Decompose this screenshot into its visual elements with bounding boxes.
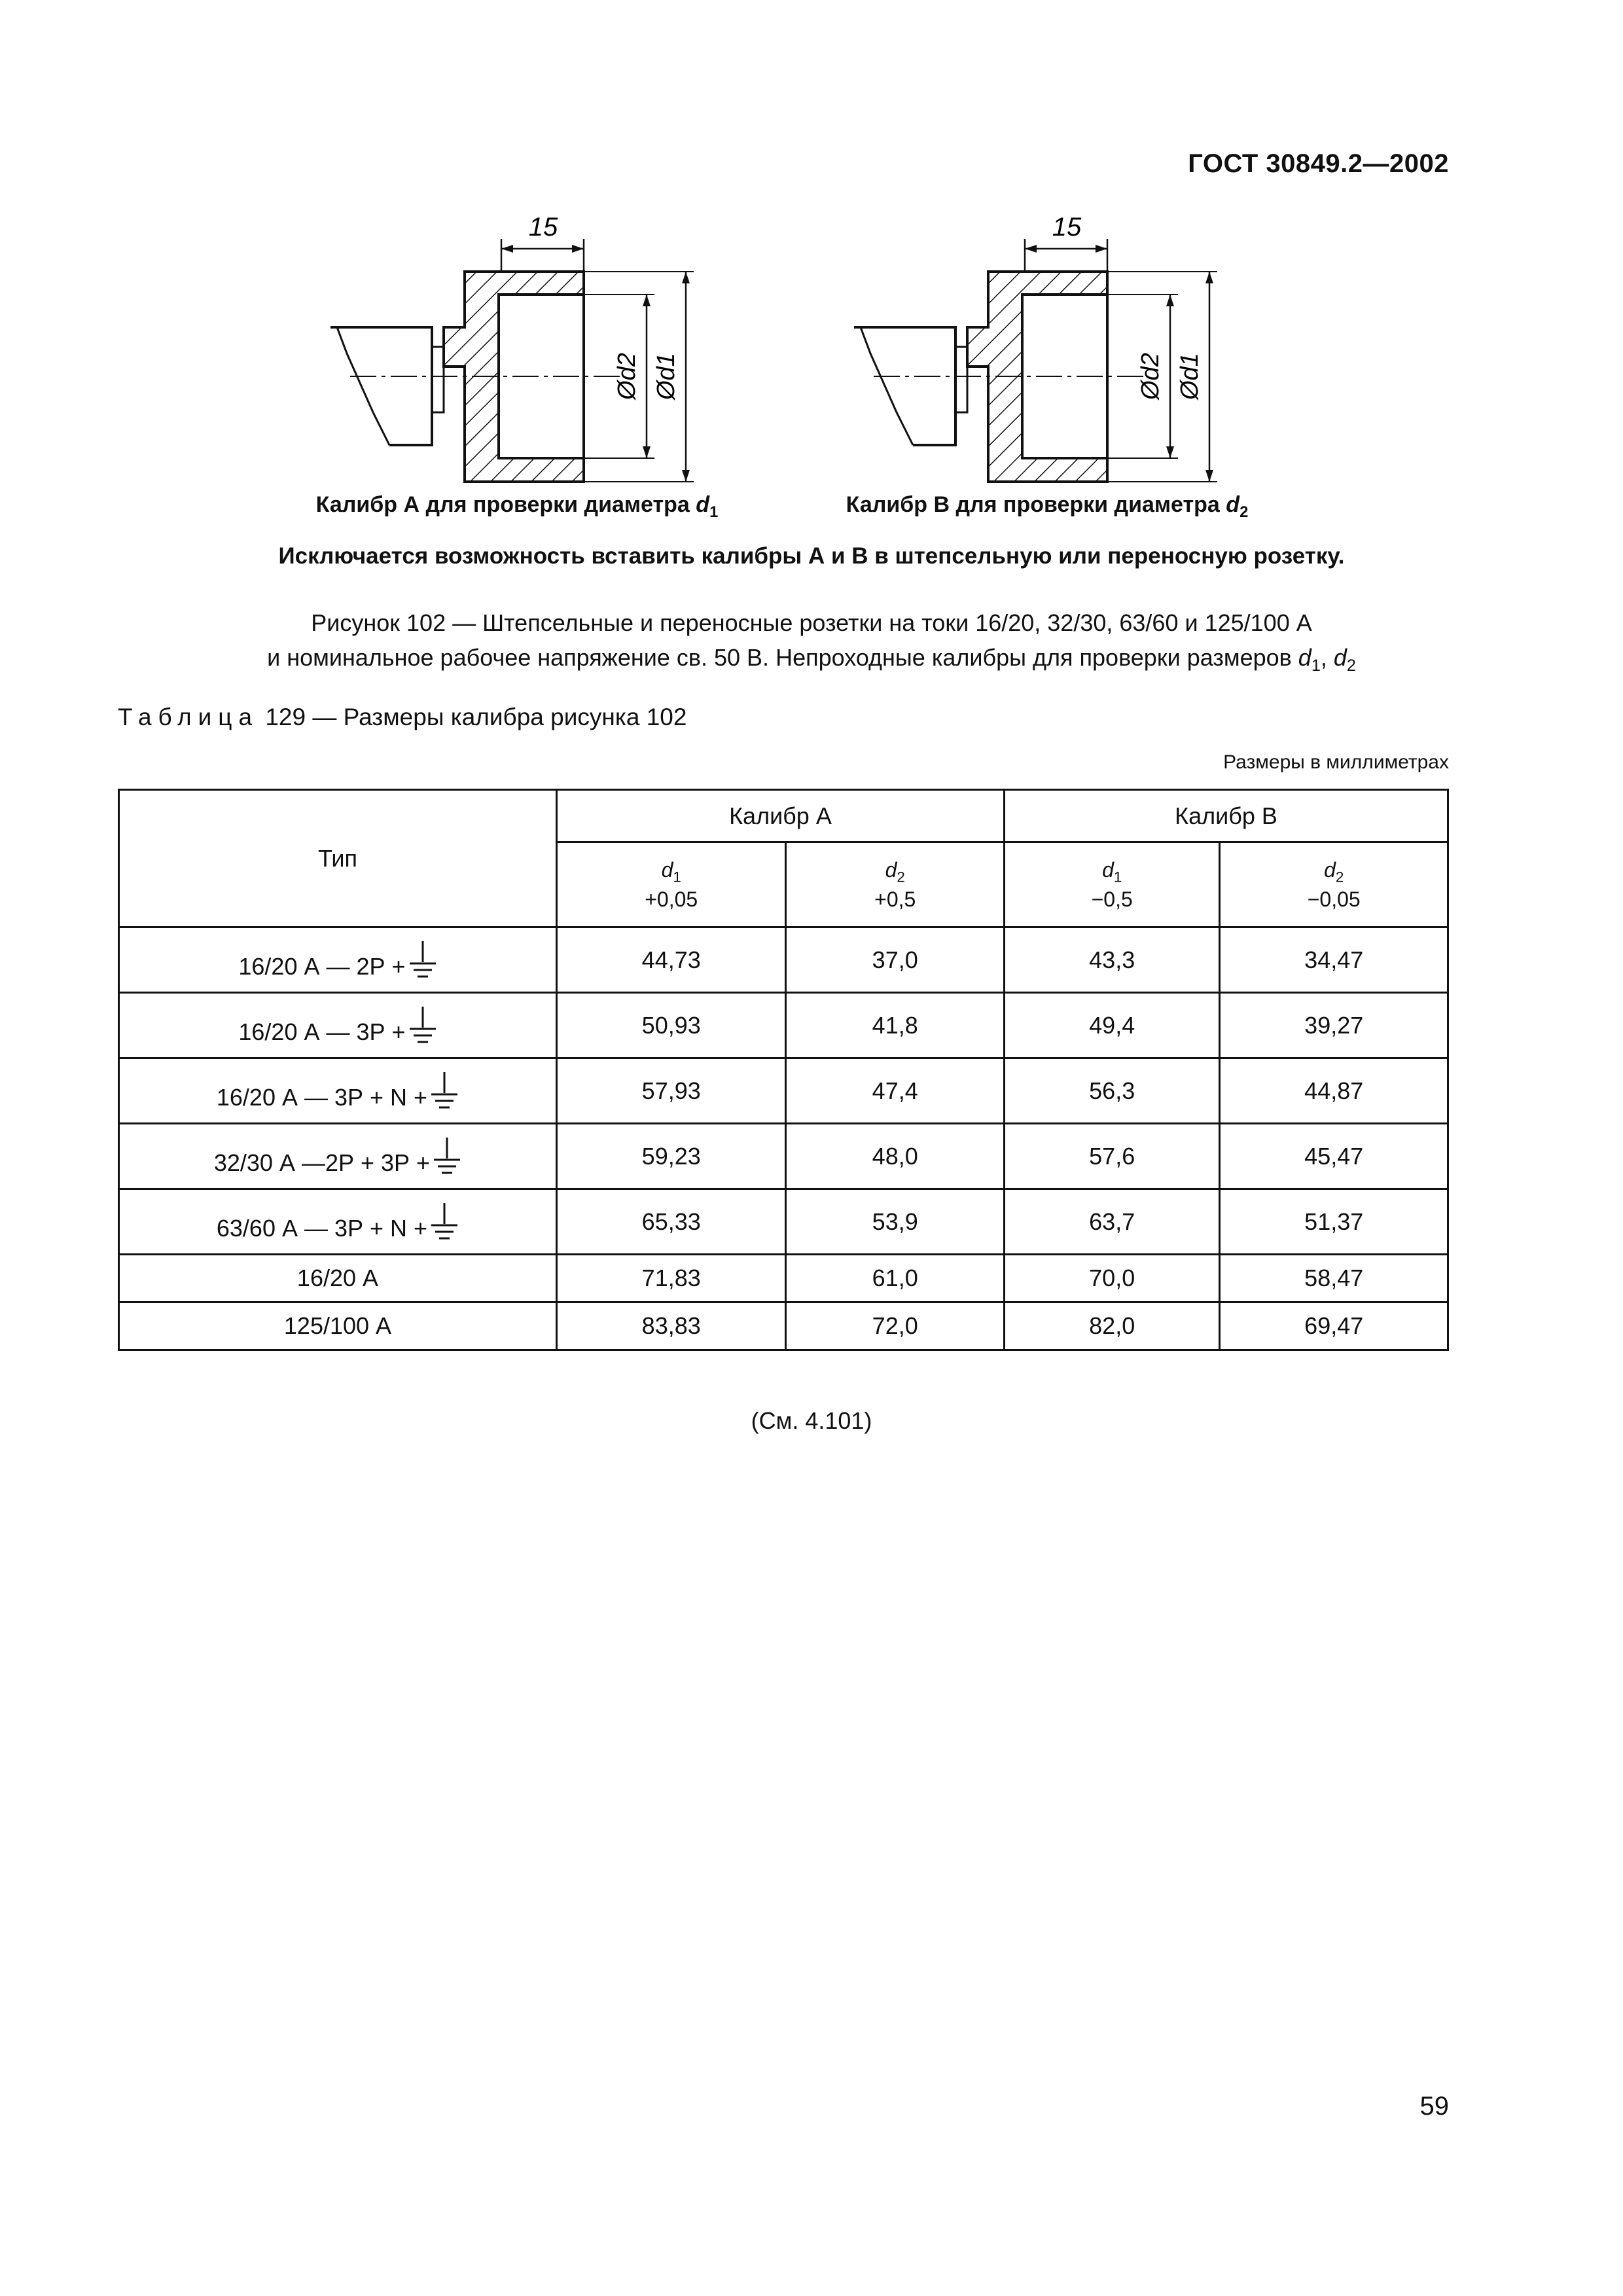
type-cell xyxy=(119,927,557,993)
cell-b-d2: 39,27 xyxy=(1220,993,1448,1058)
figure-note: Исключается возможность вставить калибры А и В в штепсельную или переносную розетку. xyxy=(278,543,1345,569)
cell-a-d1: 44,73 xyxy=(556,927,786,993)
cell-a-d2: 37,0 xyxy=(786,927,1004,993)
subcol-a-d1 xyxy=(556,842,786,927)
cell-b-d1: 49,4 xyxy=(1004,993,1220,1058)
cell-a-d1: 65,33 xyxy=(556,1189,786,1255)
cell-b-d2: 51,37 xyxy=(1220,1189,1448,1255)
figure-title-var1: d xyxy=(1298,644,1311,671)
type-cell: 16/20 А xyxy=(119,1255,557,1302)
figure-title-line1: Рисунок 102 — Штепсельные и переносные розетки на токи 16/20, 32/30, 63/60 и 125/100 А xyxy=(311,609,1312,636)
type-cell xyxy=(119,1124,557,1189)
gauge-a-caption-var: d xyxy=(696,492,710,517)
figure-title-sep: , xyxy=(1320,644,1334,671)
subcol-a-d2 xyxy=(786,842,1004,927)
type-cell xyxy=(119,1058,557,1124)
table-row xyxy=(119,1302,1448,1350)
gauge-a-width-dim: 15 xyxy=(528,213,558,242)
gauge-a-drawing xyxy=(327,196,720,491)
figure-title-var2: d xyxy=(1333,644,1347,671)
figure-title-sub1: 1 xyxy=(1311,656,1321,675)
type-label: 63/60 А — 3Р + N + xyxy=(216,1214,428,1242)
cell-a-d2: 48,0 xyxy=(786,1124,1004,1189)
cell-a-d1: 83,83 xyxy=(556,1302,786,1350)
cell-a-d2: 47,4 xyxy=(786,1058,1004,1124)
gauge-b-width-dim: 15 xyxy=(1052,213,1082,242)
cell-b-d1: 57,6 xyxy=(1004,1124,1220,1189)
type-label: 16/20 А — 3Р + N + xyxy=(216,1083,428,1111)
type-label: 16/20 А — 3Р + xyxy=(238,1018,406,1045)
cell-a-d1: 59,23 xyxy=(556,1124,786,1189)
ground-symbol-icon xyxy=(433,1136,461,1177)
table-header-row xyxy=(119,790,1448,842)
page-number: 59 xyxy=(1419,2092,1449,2121)
subcol-b-d2 xyxy=(1220,842,1448,927)
table-title-text: 129 — Размеры калибра рисунка 102 xyxy=(259,704,687,730)
gauge-a-inner-dim: Ød2 xyxy=(613,353,641,400)
cell-a-d2: 41,8 xyxy=(786,993,1004,1058)
footnote-reference: (См. 4.101) xyxy=(751,1407,872,1434)
cell-b-d1: 63,7 xyxy=(1004,1189,1220,1255)
cell-a-d1: 57,93 xyxy=(556,1058,786,1124)
cell-a-d2: 61,0 xyxy=(786,1255,1004,1302)
document-header: ГОСТ 30849.2—2002 xyxy=(1188,149,1449,178)
table-row xyxy=(119,993,1448,1058)
cell-b-d1: 70,0 xyxy=(1004,1255,1220,1302)
cell-b-d1: 43,3 xyxy=(1004,927,1220,993)
gauge-b-caption-sub: 2 xyxy=(1240,503,1249,521)
subcol-sub: 2 xyxy=(897,869,905,886)
subcol-sub: 1 xyxy=(673,869,681,886)
ground-symbol-icon xyxy=(430,1202,459,1242)
type-label: 32/30 А —2Р + 3Р + xyxy=(213,1149,431,1176)
subcol-tolerance: −0,5 xyxy=(1091,888,1133,912)
cell-b-d2: 58,47 xyxy=(1220,1255,1448,1302)
table-units: Размеры в миллиметрах xyxy=(1223,751,1449,773)
subcol-var: d xyxy=(885,857,897,882)
gauge-b-outer-dim: Ød1 xyxy=(1176,353,1204,400)
gauge-b-drawing xyxy=(851,196,1243,491)
cell-b-d2: 45,47 xyxy=(1220,1124,1448,1189)
cell-b-d1: 82,0 xyxy=(1004,1302,1220,1350)
cell-a-d2: 53,9 xyxy=(786,1189,1004,1255)
gauge-b-inner-dim: Ød2 xyxy=(1137,353,1164,400)
subcol-tolerance: +0,05 xyxy=(645,888,698,912)
type-label: 16/20 А — 2Р + xyxy=(238,952,406,980)
table-title xyxy=(118,704,687,731)
table-row xyxy=(119,1124,1448,1189)
cell-b-d2: 69,47 xyxy=(1220,1302,1448,1350)
gauge-a-caption-text: Калибр А для проверки диаметра xyxy=(315,492,696,517)
cell-a-d2: 72,0 xyxy=(786,1302,1004,1350)
table-row xyxy=(119,927,1448,993)
cell-b-d1: 56,3 xyxy=(1004,1058,1220,1124)
subcol-sub: 1 xyxy=(1113,869,1122,886)
figure-title-line2 xyxy=(0,640,1623,683)
gauge-a-caption-sub: 1 xyxy=(709,503,719,521)
figure-title-line2-text: и номинальное рабочее напряжение св. 50 В. Непроходные калибры для проверки размеров xyxy=(267,644,1298,671)
table-row xyxy=(119,1255,1448,1302)
subcol-sub: 2 xyxy=(1335,869,1344,886)
dimensions-table xyxy=(118,789,1449,1351)
cell-b-d2: 44,87 xyxy=(1220,1058,1448,1124)
subcol-tolerance: −0,05 xyxy=(1307,888,1361,912)
table-title-label: Таблица xyxy=(118,704,259,730)
cell-a-d1: 50,93 xyxy=(556,993,786,1058)
ground-symbol-icon xyxy=(408,940,437,980)
col-header-type: Тип xyxy=(119,790,557,927)
cell-b-d2: 34,47 xyxy=(1220,927,1448,993)
figure-title-sub2: 2 xyxy=(1346,656,1356,675)
subcol-var: d xyxy=(1324,857,1336,882)
type-cell xyxy=(119,1189,557,1255)
cell-a-d1: 71,83 xyxy=(556,1255,786,1302)
ground-symbol-icon xyxy=(408,1005,437,1046)
subcol-b-d1 xyxy=(1004,842,1220,927)
ground-symbol-icon xyxy=(430,1071,459,1111)
gauge-a-caption xyxy=(314,492,720,522)
gauge-a-outer-dim: Ød1 xyxy=(652,353,680,400)
subcol-var: d xyxy=(661,857,673,882)
table-row xyxy=(119,1058,1448,1124)
table-row xyxy=(119,1189,1448,1255)
type-cell xyxy=(119,993,557,1058)
col-header-gauge-b: Калибр В xyxy=(1004,790,1448,842)
gauge-b-caption xyxy=(838,492,1257,522)
subcol-var: d xyxy=(1102,857,1114,882)
subcol-tolerance: +0,5 xyxy=(874,888,916,912)
gauge-b-caption-text: Калибр В для проверки диаметра xyxy=(846,492,1226,517)
gauge-b-caption-var: d xyxy=(1226,492,1240,517)
col-header-gauge-a: Калибр А xyxy=(556,790,1004,842)
type-cell: 125/100 А xyxy=(119,1302,557,1350)
